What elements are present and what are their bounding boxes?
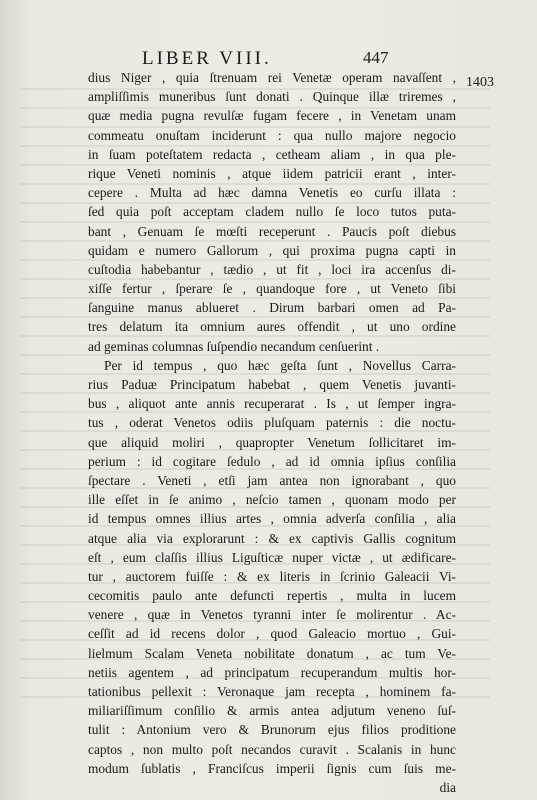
text-line: cuſtodia habebantur , tædio , ut fit , loci ira accenſus di- bbox=[88, 261, 456, 277]
text-line: dia bbox=[439, 779, 456, 795]
text-line: tres delatum ita omnium aures offendit , ut uno ordine bbox=[88, 319, 456, 335]
text-line: tur , auctorem fuiſſe : & ex literis in ſcrinio Galeacii Vi- bbox=[88, 568, 456, 584]
text-line: tulit : Antonium vero & Brunorum ejus filios proditione bbox=[88, 722, 456, 738]
text-line: miliariſſimum conſilio & armis antea adjutum veneno ſuſ- bbox=[88, 703, 456, 719]
running-head bbox=[0, 48, 537, 68]
text-line: netiis agentem , ad principatum recuperandum multis hor- bbox=[88, 664, 456, 680]
text-line: ampliſſimis muneribus ſunt donati . Quinque illæ triremes , bbox=[88, 89, 456, 105]
text-line: lielmum Scalam Veneta nobilitate donatum , ac tum Ve- bbox=[88, 645, 456, 661]
text-line: bant , Genuam ſe mœſti receperunt . Paucis poſt diebus bbox=[88, 223, 456, 239]
text-line: ad geminas columnas ſuſpendio necandum cenſuerint . bbox=[88, 338, 380, 354]
text-line: cecomitis paulo ante defuncti repertis , multa in lucem bbox=[88, 588, 456, 604]
text-line: eſt , eum claſſis illius Liguſticæ nuper victæ , ut ædificare- bbox=[88, 549, 456, 565]
margin-year-note: 1403 bbox=[466, 75, 494, 90]
text-line: cepere . Multa ad hæc damna Venetis eo curſu illata : bbox=[88, 185, 456, 201]
running-head-title: LIBER VIII. bbox=[142, 48, 272, 69]
body-text bbox=[88, 68, 456, 797]
text-line: ſanguine manus ablueret . Dirum barbari omen ad Pa- bbox=[88, 300, 456, 316]
text-line: ceſſit ad id recens dolor , quod Galeacio mortuo , Gui- bbox=[88, 626, 456, 642]
text-line: tationibus pellexit : Veronaque jam recepta , hominem fa- bbox=[88, 684, 456, 699]
text-line: que aliquid moliri , quapropter Venetum ſollicitaret im- bbox=[88, 434, 456, 450]
text-line: commeatu onuſtam inciderunt : qua nullo majore negocio bbox=[88, 127, 456, 143]
text-line: in ſuam poteſtatem redacta , cetheam aliam , in qua ple- bbox=[88, 146, 456, 162]
text-line: venere , quæ in Venetos tyranni inter ſe molirentur . Ac- bbox=[88, 607, 456, 623]
text-line: rius Paduæ Principatum habebat , quem Venetis juvanti- bbox=[88, 377, 456, 392]
text-line: id tempus omnes illius artes , omnia adverſa conſilia , alia bbox=[88, 511, 456, 527]
text-line: bus , aliquot ante annis recuperarat . Is , ut ſemper ingra- bbox=[88, 396, 456, 412]
text-line: quæ media pugna revulſæ fugam fecere , in Venetam unam bbox=[88, 108, 456, 124]
text-line: ſpectare . Veneti , etſi jam antea non ignorabant , quo bbox=[88, 472, 456, 488]
text-line: dius Niger , quia ſtrenuam rei Venetæ operam navaſſent , bbox=[88, 70, 456, 85]
text-line: rique Veneti nominis , atque iidem patricii erant , inter- bbox=[88, 165, 456, 181]
text-line: perium : id cogitare ſedulo , ad id omnia ipſius conſilia bbox=[88, 453, 456, 469]
page-number: 447 bbox=[363, 48, 389, 67]
text-line: ille eſſet in ſe animo , neſcio tamen , quonam modo per bbox=[88, 492, 456, 508]
text-line: captos , non multo poſt necandos curavit . Scalanis in hunc bbox=[88, 741, 456, 757]
text-line: quidam e numero Gallorum , qui proxima pugna capti in bbox=[88, 242, 456, 258]
text-line: ſed quia poſt acceptam cladem nullo ſe loco tutos puta- bbox=[88, 204, 456, 220]
text-line: tus , oderat Venetos odiis pluſquam paternis : die noctu- bbox=[88, 415, 456, 431]
text-line: Per id tempus , quo hæc geſta ſunt , Novellus Carra- bbox=[104, 357, 456, 373]
text-line: modum ſublatis , Franciſcus imperii ſignis cum ſuis me- bbox=[88, 760, 456, 776]
text-line: xiſſe fertur , ſperare ſe , quandoque fore , ut Veneto ſibi bbox=[88, 281, 456, 297]
text-line: atque alia via explorarunt : & ex captivis Gallis cognitum bbox=[88, 530, 456, 546]
